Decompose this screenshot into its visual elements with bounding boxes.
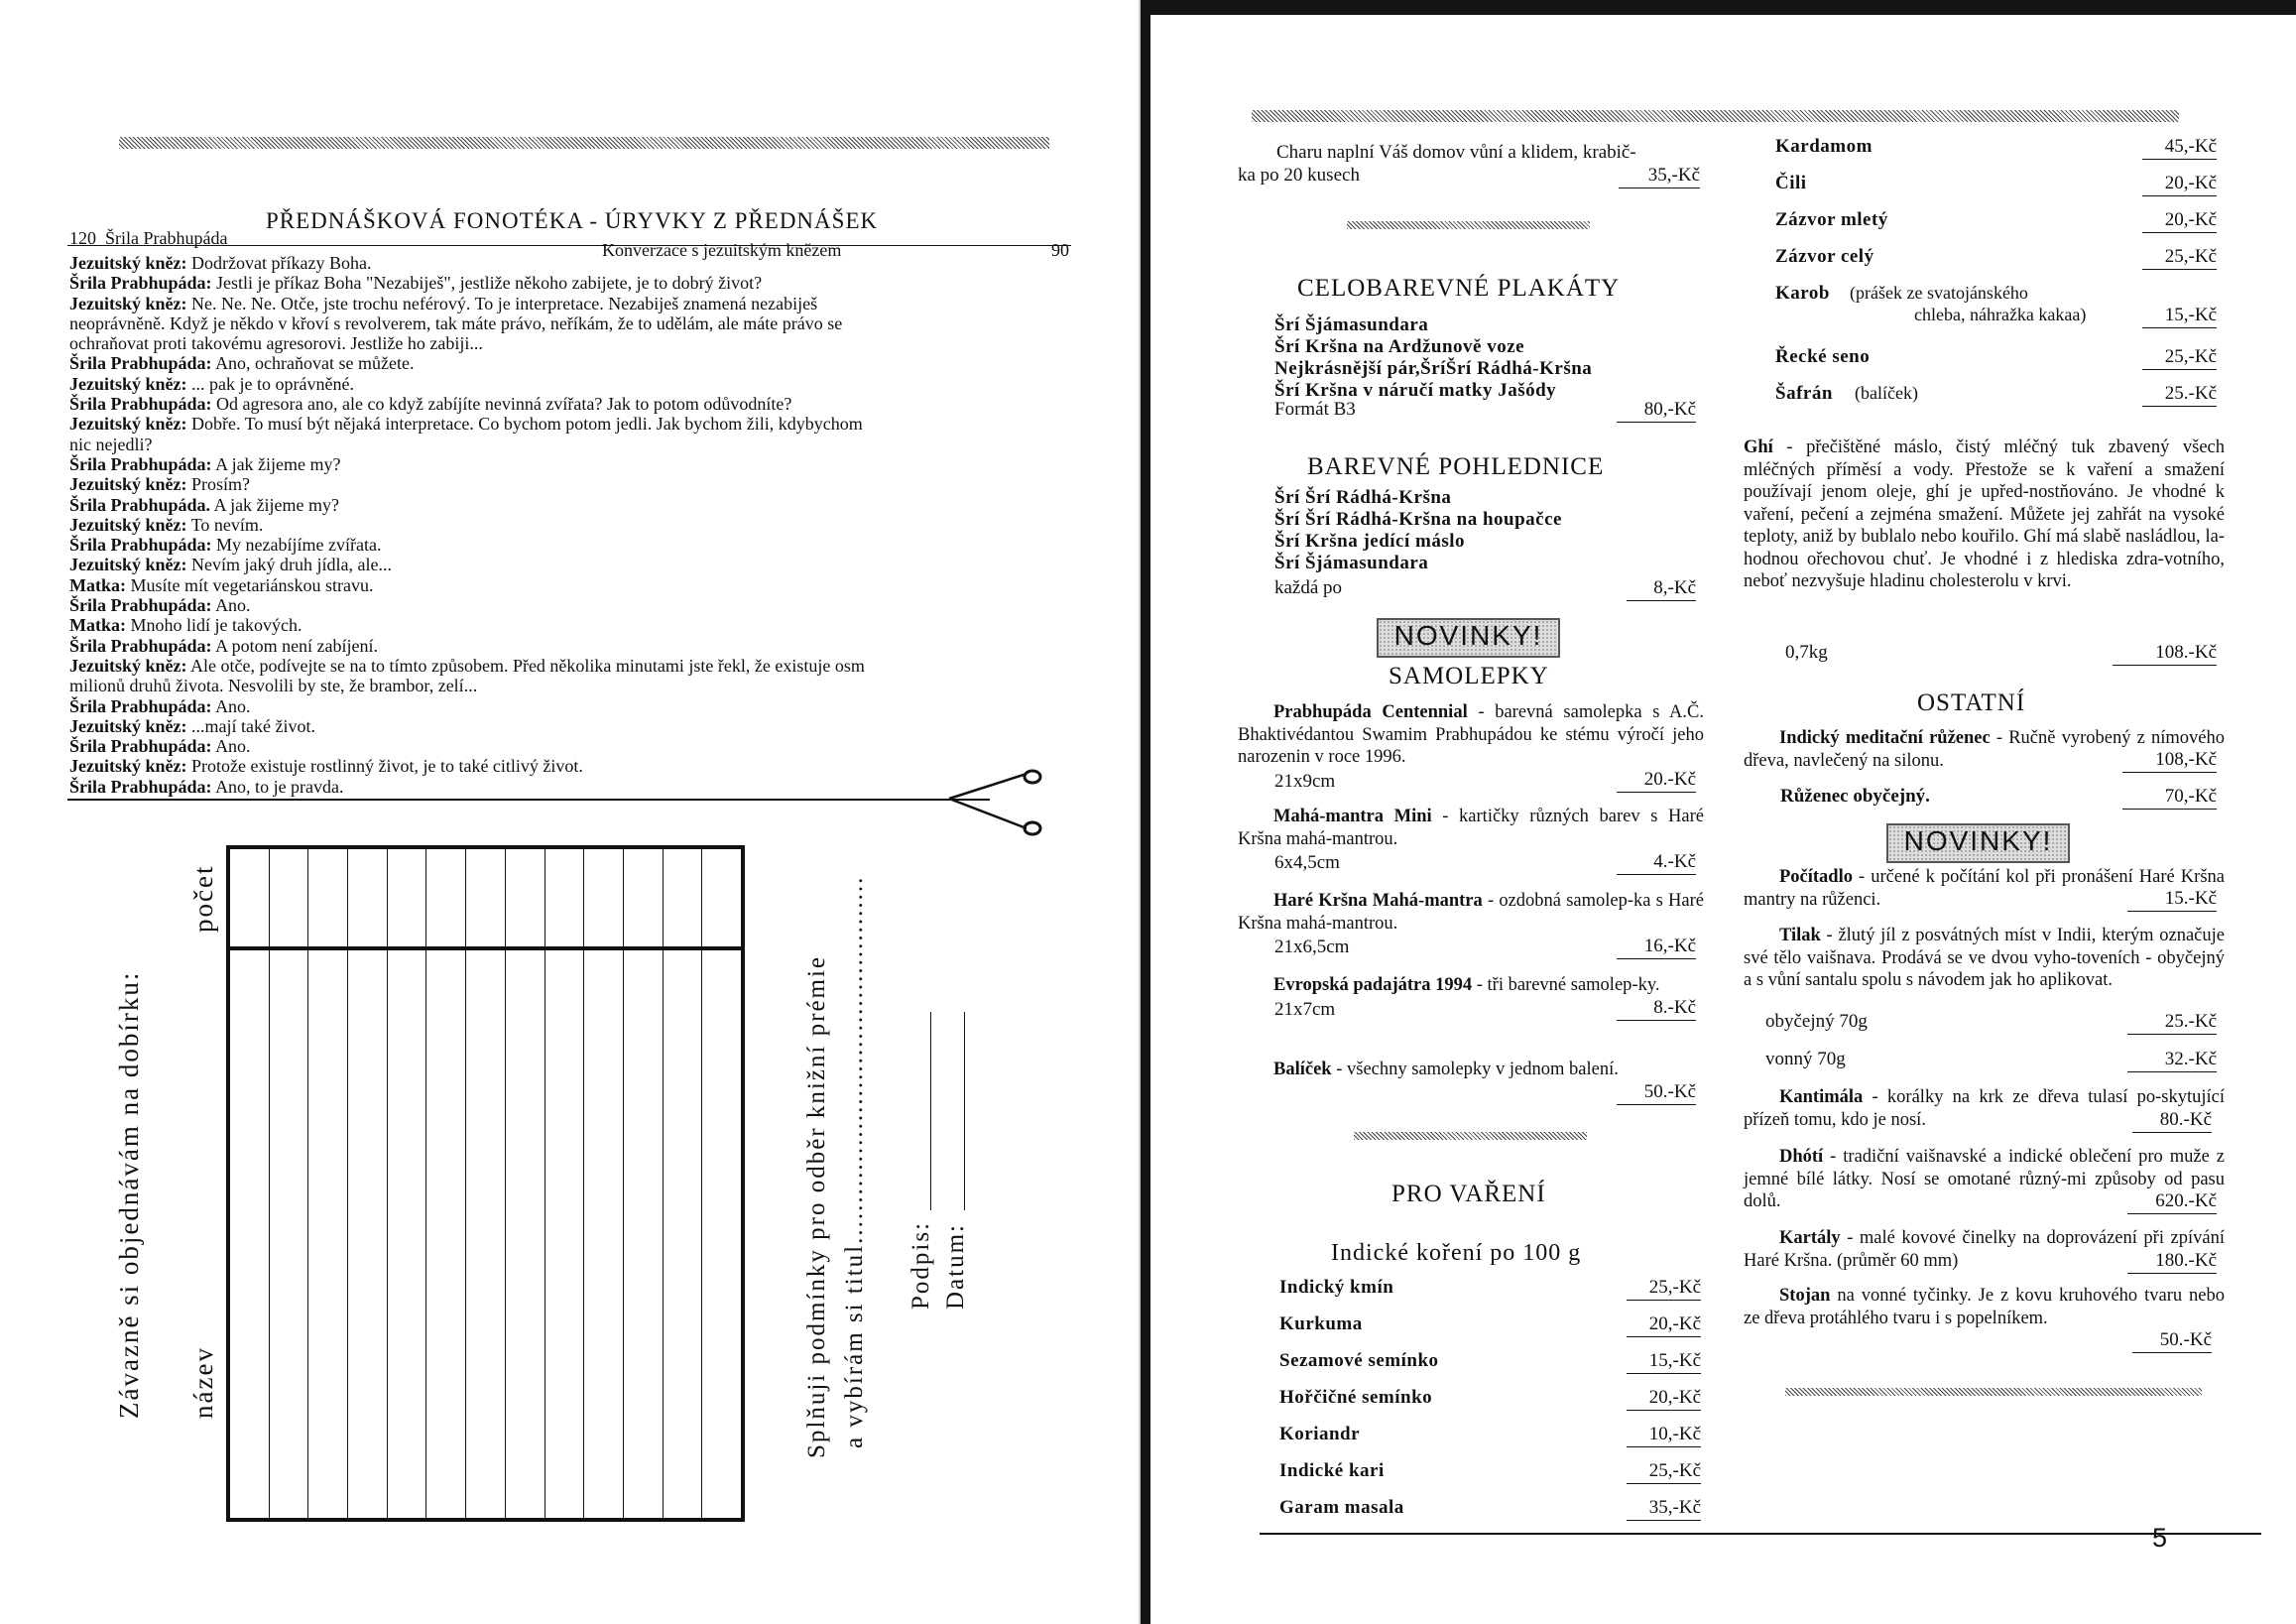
postcards-each: každá po	[1274, 577, 1343, 598]
spice-price: 20,-Kč	[1627, 1313, 1701, 1337]
spice-row	[1775, 171, 2222, 207]
sticker-text: - tři barevné samolep-ky.	[1472, 975, 1660, 995]
sticker-price: 4.-Kč	[1617, 851, 1696, 875]
spice-row	[1279, 1385, 1706, 1422]
form-column[interactable]	[348, 849, 388, 1518]
form-column[interactable]	[426, 849, 466, 1518]
spice-name: Čili	[1775, 173, 1807, 193]
spice-price: 25,-Kč	[1627, 1460, 1701, 1484]
spice-row	[1775, 207, 2222, 244]
date-label: Datum:	[942, 1223, 969, 1310]
list-item: Šrí Šjámasundara	[1274, 314, 1429, 335]
stipple-divider	[1347, 221, 1590, 229]
posters-list	[1274, 314, 1592, 402]
stipple-divider	[1785, 1388, 2202, 1396]
list-item: Šrí Kršna na Ardžunově voze	[1274, 336, 1525, 357]
sticker-name: Evropská padajátra 1994	[1273, 975, 1473, 995]
stojan-item: Stojan na vonné tyčinky. Je z kovu kruhového tvaru nebo ze dřeva protáhlého tvaru i s popelníkem.	[1744, 1286, 2225, 1328]
right-page	[1150, 15, 2296, 1624]
spice-name: Karob	[1775, 283, 1830, 304]
sticker-size: 21x9cm	[1274, 770, 1336, 792]
speaker-label: Jezuitský kněz:	[69, 253, 187, 273]
ghi-size: 0,7kg	[1785, 642, 1828, 663]
posters-price: 80,-Kč	[1617, 399, 1696, 423]
sticker-name: Mahá-mantra Mini	[1273, 807, 1432, 826]
spice-row	[1279, 1275, 1706, 1312]
speaker-label: Šrila Prabhupáda:	[69, 453, 212, 474]
spice-price: 25,-Kč	[2142, 246, 2217, 270]
speaker-label: Šrila Prabhupáda:	[69, 535, 212, 556]
dialogue-text: Mnoho lidí je takových.	[130, 615, 302, 636]
sticker-description	[1238, 701, 1704, 769]
spice-price: 25,-Kč	[2142, 346, 2217, 370]
spice-row	[1279, 1348, 1706, 1385]
kartaly-price: 180.-Kč	[2127, 1250, 2217, 1274]
speaker-label: Matka:	[69, 615, 126, 636]
dialogue-line	[69, 555, 865, 574]
speaker-label: Šrila Prabhupáda:	[69, 736, 212, 757]
dialogue-text: Dodržovat příkazy Boha.	[191, 253, 372, 273]
sticker-description	[1238, 890, 1704, 935]
dialogue-line	[69, 535, 865, 555]
order-form-table[interactable]	[226, 845, 745, 1522]
dialogue-line	[69, 615, 865, 635]
sticker-text: - barevná samolepka s A.Č. Bhaktivédantou Swamim Prabhupádou ke stému výročí jeho narozenin v roce 1996.	[1238, 702, 1704, 768]
column-name-label: název	[188, 1346, 218, 1419]
spice-name: Hořčičné semínko	[1279, 1387, 1433, 1408]
sticker-pack-price: 50.-Kč	[1617, 1081, 1696, 1105]
speaker-label: Šrila Prabhupáda:	[69, 776, 212, 797]
dialogue-line	[69, 595, 865, 615]
dialogue-text: Musíte mít vegetariánskou stravu.	[130, 574, 374, 595]
posters-title: CELOBAREVNÉ PLAKÁTY	[1297, 275, 1621, 302]
signature-label: Podpis:	[907, 1220, 934, 1310]
form-column[interactable]	[506, 849, 545, 1518]
form-column[interactable]	[466, 849, 506, 1518]
list-item: Šrí Šrí Rádhá-Kršna na houpačce	[1274, 509, 1562, 530]
karob-note-2: chleba, náhražka kakaa)	[1914, 305, 2087, 324]
spice-row	[1775, 244, 2222, 281]
dialogue-line	[69, 414, 865, 434]
dialogue-text: Ano, to je pravda.	[215, 776, 344, 797]
dialogue-line	[69, 313, 865, 333]
speaker-label: Jezuitský kněz:	[69, 756, 187, 777]
list-item: Šrí Šjámasundara	[1274, 553, 1429, 573]
cut-line	[67, 799, 990, 801]
form-column[interactable]	[702, 849, 741, 1518]
postcards-list	[1274, 487, 1562, 574]
sticker-pack-description	[1238, 1059, 1704, 1081]
sticker-size: 6x4,5cm	[1274, 852, 1340, 874]
spice-name: Sezamové semínko	[1279, 1350, 1439, 1371]
dialogue-text: neoprávněně. Když je někdo v křoví s revolverem, tak máte právo, neříkám, že to udělám, ale máte právo se	[69, 312, 843, 333]
sticker-item	[1238, 806, 1704, 875]
left-page	[0, 0, 1141, 1624]
dialogue-line	[69, 435, 865, 454]
ghi-price: 108.-Kč	[2113, 642, 2217, 666]
spice-price: 20,-Kč	[1627, 1387, 1701, 1411]
sticker-item	[1238, 974, 1704, 1021]
dialogue-line	[69, 273, 865, 293]
speaker-label: Šrila Prabhupáda.	[69, 494, 211, 515]
kantimala-price: 80.-Kč	[2132, 1109, 2212, 1133]
spice-name: Kardamom	[1775, 136, 1873, 157]
sticker-price: 16,-Kč	[1617, 936, 1696, 959]
speaker-label: Jezuitský kněz:	[69, 474, 187, 495]
page-number: 5	[2152, 1523, 2168, 1553]
dialogue-line	[69, 575, 865, 595]
counter-item: Počítadlo - určené k počítání kol při pronášení Haré Kršna mantry na růženci.	[1744, 867, 2225, 910]
form-column[interactable]	[545, 849, 585, 1518]
speaker-label: Jezuitský kněz:	[69, 373, 187, 394]
dialogue-text: A jak žijeme my?	[215, 453, 341, 474]
speaker-label: Šrila Prabhupáda:	[69, 695, 212, 716]
spice-price: 20,-Kč	[2142, 173, 2217, 196]
footer-rule	[1260, 1533, 2261, 1535]
dhoti-item: Dhótí - tradiční vaišnavské a indické oblečení pro muže z jemné bílé látky. Nosí se omotané různý-mi způsoby od pasu dolů.	[1744, 1147, 2225, 1212]
speaker-label: Šrila Prabhupáda:	[69, 273, 212, 294]
list-item: Nejkrásnější pár,ŠríŠrí Rádhá-Kršna	[1274, 358, 1593, 379]
dialogue-line	[69, 736, 865, 756]
dialogue-line	[69, 515, 865, 535]
dialogue-line	[69, 253, 865, 273]
spice-name: Garam masala	[1279, 1497, 1404, 1518]
form-column[interactable]	[388, 849, 427, 1518]
speaker-label: Šrila Prabhupáda:	[69, 353, 212, 374]
dialogue-text: Od agresora ano, ale co když zabíjíte nevinná zvířata? Jak to potom odůvodníte?	[216, 394, 792, 415]
dialogue-line	[69, 333, 865, 353]
charu-text-2: ka po 20 kusech	[1238, 165, 1360, 186]
speaker-label: Jezuitský kněz:	[69, 514, 187, 535]
dialogue-line	[69, 353, 865, 373]
speaker-label: Jezuitský kněz:	[69, 414, 187, 435]
sticker-pack-name: Balíček	[1273, 1060, 1332, 1079]
section-header: PŘEDNÁŠKOVÁ FONOTÉKA - ÚRYVKY Z PŘEDNÁŠEK	[266, 208, 879, 233]
order-title: Závazně si objednávám na dobírku:	[114, 970, 144, 1419]
dialogue-line	[69, 676, 865, 695]
counter-price: 15.-Kč	[2127, 888, 2217, 912]
dialogue-text: ... pak je to oprávněné.	[191, 373, 354, 394]
dialogue-text: ochraňovat proti takovému agresorovi. Jestliže ho zabiji...	[69, 333, 483, 354]
spice-name: Zázvor mletý	[1775, 209, 1888, 230]
speaker-label: Šrila Prabhupáda:	[69, 635, 212, 656]
spice-name: Indický kmín	[1279, 1277, 1394, 1298]
spice-row	[1775, 134, 2222, 171]
sticker-item	[1238, 890, 1704, 959]
kantimala-item: Kantimála - korálky na krk ze dřeva tulasí po-skytující přízeň tomu, kdo je nosí.	[1744, 1087, 2225, 1130]
form-column[interactable]	[308, 849, 348, 1518]
spice-price: 20,-Kč	[2142, 209, 2217, 233]
dialogue-text: My nezabíjíme zvířata.	[216, 535, 382, 556]
rosary-item: Indický meditační růženec - Ručně vyrobený z nímového dřeva, navlečený na silonu.	[1744, 728, 2225, 771]
spice-row	[1279, 1422, 1706, 1458]
spice-name: Koriandr	[1279, 1424, 1361, 1444]
scissors-icon	[947, 769, 1046, 838]
spice-name: Indické kari	[1279, 1460, 1385, 1481]
table-columns	[230, 849, 741, 1518]
spice-row	[1775, 344, 2222, 381]
tilak-price-2: 32.-Kč	[2127, 1049, 2217, 1072]
stipple-divider	[1354, 1132, 1587, 1140]
dialogue-text: nic nejedli?	[69, 434, 153, 454]
track-duration: 90	[1051, 240, 1069, 260]
posters-format: Formát B3	[1274, 399, 1356, 420]
dialogue-text: A jak žijeme my?	[213, 494, 340, 515]
novinky-badge-2: NOVINKY!	[1886, 823, 2070, 863]
sticker-description	[1238, 974, 1704, 997]
list-item: Šrí Šrí Rádhá-Kršna	[1274, 487, 1452, 508]
cooking-title: PRO VAŘENÍ	[1391, 1181, 1546, 1207]
spice-price: 15,-Kč	[1627, 1350, 1701, 1374]
speaker-label: Jezuitský kněz:	[69, 655, 187, 676]
spice-price: 25,-Kč	[1627, 1277, 1701, 1301]
header-rule	[67, 245, 1071, 246]
dialogue-text: Ne. Ne. Ne. Otče, jste trochu neférový. To je interpretace. Nezabiješ znamená nezabiješ	[191, 293, 818, 313]
charu-price: 35,-Kč	[1619, 165, 1700, 188]
tilak-variant-2: vonný 70g	[1765, 1049, 1846, 1069]
other-title: OSTATNÍ	[1917, 689, 2026, 716]
list-item: Šrí Kršna v náručí matky Jašódy	[1274, 380, 1557, 401]
premium-conditions-2[interactable]: a vybírám si titul.............................................	[841, 875, 868, 1448]
stickers-title: SAMOLEPKY	[1389, 663, 1549, 689]
sticker-price: 20.-Kč	[1617, 769, 1696, 793]
spice-price: 35,-Kč	[1627, 1497, 1701, 1521]
rosary-price: 108,-Kč	[2122, 749, 2217, 773]
dialogue-text: Jestli je příkaz Boha "Nezabiješ", jestliže někoho zabijete, je to dobrý život?	[216, 273, 763, 294]
rosary-plain: Růženec obyčejný.	[1780, 786, 1930, 807]
dialogue-text: Nevím jaký druh jídla, ale...	[191, 555, 392, 575]
premium-conditions-1: Splňuji podmínky pro odběr knižní prémie	[803, 954, 830, 1458]
rosary-plain-price: 70,-Kč	[2122, 786, 2217, 810]
dhoti-price: 620.-Kč	[2127, 1190, 2217, 1214]
transcript	[69, 253, 865, 797]
spice-price: 10,-Kč	[1627, 1424, 1701, 1447]
dialogue-line	[69, 495, 865, 515]
dialogue-text: A potom není zabíjení.	[215, 635, 379, 656]
postcards-price: 8,-Kč	[1627, 577, 1696, 601]
spice-row	[1775, 281, 2222, 325]
dialogue-text: Prosím?	[191, 474, 251, 495]
karob-note: (prášek ze svatojánského	[1850, 283, 2028, 303]
track-title: Konverzace s jezuitským knězem	[602, 240, 842, 260]
dialogue-line	[69, 474, 865, 494]
spice-price: 45,-Kč	[2142, 136, 2217, 160]
stipple-divider	[1252, 110, 2179, 122]
form-column[interactable]	[584, 849, 624, 1518]
sticker-pack-text: - všechny samolepky v jednom balení.	[1331, 1060, 1619, 1079]
spice-name: Řecké seno	[1775, 346, 1871, 367]
sticker-size: 21x7cm	[1274, 998, 1336, 1020]
dialogue-line	[69, 656, 865, 676]
sticker-item	[1238, 701, 1704, 793]
dialogue-line	[69, 696, 865, 716]
form-column[interactable]	[624, 849, 664, 1518]
sticker-text: - ozdobná samolep-ka s Haré Kršna mahá-mantrou.	[1238, 891, 1705, 934]
column-count-label: počet	[188, 864, 218, 933]
dialogue-line	[69, 294, 865, 313]
list-item: Šrí Kršna jedící máslo	[1274, 531, 1466, 552]
charu-text-1: Charu naplní Váš domov vůní a klidem, krabič-	[1276, 142, 1636, 163]
spice-name: Kurkuma	[1279, 1313, 1363, 1334]
postcards-title: BAREVNÉ POHLEDNICE	[1307, 453, 1605, 480]
dialogue-text: milionů druhů života. Nesvolili by ste, že brambor, zelí...	[69, 676, 478, 696]
spice-name: Zázvor celý	[1775, 246, 1874, 267]
sticker-pack	[1238, 1059, 1704, 1102]
speaker-label: Jezuitský kněz:	[69, 715, 187, 736]
sticker-size: 21x6,5cm	[1274, 937, 1350, 958]
sticker-text: - kartičky různých barev s Haré Kršna mahá-mantrou.	[1238, 807, 1704, 849]
speaker-label: Matka:	[69, 574, 126, 595]
kartaly-item: Kartály - malé kovové činelky na doprovázení při zpívání Haré Kršna. (průměr 60 mm)	[1744, 1228, 2225, 1271]
dialogue-text: Protože existuje rostlinný život, je to také citlivý život.	[191, 756, 583, 777]
sticker-description	[1238, 806, 1704, 850]
dialogue-text: Ano, ochraňovat se můžete.	[215, 353, 415, 374]
ghi-description: Ghí - přečištěné máslo, čistý mléčný tuk zbavený všech mléčných příměsí a vody. Přestože se k vaření a smažení používají jenom oleje, ghí je upřed-nostňováno. Je vhodné k vaření, pečení a zejména smažení. Můžete jej zahřát na vysoké teploty, aniž by bublalo nebo kouřilo. Ghí má slabě nasládlou, la-hodnou ořechovou chuť. Je vhodné i z hlediska zdra-votního, neboť nezvyšuje hladinu cholesterolu v krvi.	[1744, 437, 2225, 592]
form-column[interactable]	[664, 849, 703, 1518]
dialogue-line	[69, 394, 865, 414]
dialogue-text: ...mají také život.	[191, 715, 315, 736]
spice-row	[1775, 381, 2222, 418]
dialogue-line	[69, 777, 865, 797]
speaker-label: Šrila Prabhupáda:	[69, 595, 212, 616]
tilak-variant-1: obyčejný 70g	[1765, 1011, 1868, 1032]
novinky-badge: NOVINKY!	[1377, 618, 1560, 658]
signature-field[interactable]	[930, 1012, 931, 1210]
spices-title: Indické koření po 100 g	[1331, 1240, 1582, 1266]
tilak-item: Tilak - žlutý jíl z posvátných míst v Indii, kterým označuje své tělo vaišnava. Prodává se ve dvou vyho-toveních - obyčejný a s vůní santalu spolu s návodem jak ho aplikovat.	[1744, 926, 2225, 991]
dialogue-line	[69, 454, 865, 474]
safran-note: (balíček)	[1855, 383, 1918, 403]
spice-row	[1279, 1495, 1706, 1532]
speaker-label: Šrila Prabhupáda:	[69, 394, 212, 415]
spice-price: 15,-Kč	[2142, 305, 2217, 328]
sticker-name: Prabhupáda Centennial	[1273, 702, 1468, 722]
stojan-price: 50.-Kč	[2132, 1329, 2212, 1353]
dialogue-line	[69, 374, 865, 394]
dialogue-text: Ano.	[215, 595, 251, 616]
form-column[interactable]	[230, 849, 270, 1518]
stipple-divider	[119, 137, 1049, 149]
sticker-price: 8.-Kč	[1617, 997, 1696, 1021]
form-column[interactable]	[270, 849, 309, 1518]
spice-row	[1279, 1458, 1706, 1495]
dialogue-text: Ano.	[215, 695, 251, 716]
speaker-label: Jezuitský kněz:	[69, 555, 187, 575]
dialogue-text: Ale otče, podívejte se na to tímto způsobem. Před několika minutami jste řekl, že existuje osm	[190, 655, 865, 676]
dialogue-text: Ano.	[215, 736, 251, 757]
dialogue-line	[69, 716, 865, 736]
date-field[interactable]	[964, 1012, 965, 1210]
tilak-price-1: 25.-Kč	[2127, 1011, 2217, 1035]
dialogue-text: Dobře. To musí být nějaká interpretace. Co bychom potom jedli. Jak bychom žili, kdybychom	[191, 414, 863, 435]
spice-row	[1279, 1312, 1706, 1348]
spice-name: Šafrán	[1775, 383, 1833, 404]
speaker-label: Jezuitský kněz:	[69, 293, 187, 313]
spice-price: 25.-Kč	[2142, 383, 2217, 407]
dialogue-line	[69, 756, 865, 776]
dialogue-text: To nevím.	[190, 514, 264, 535]
dialogue-line	[69, 636, 865, 656]
sticker-name: Haré Kršna Mahá-mantra	[1273, 891, 1483, 911]
track-number: 120 Šrila Prabhupáda	[69, 228, 228, 248]
